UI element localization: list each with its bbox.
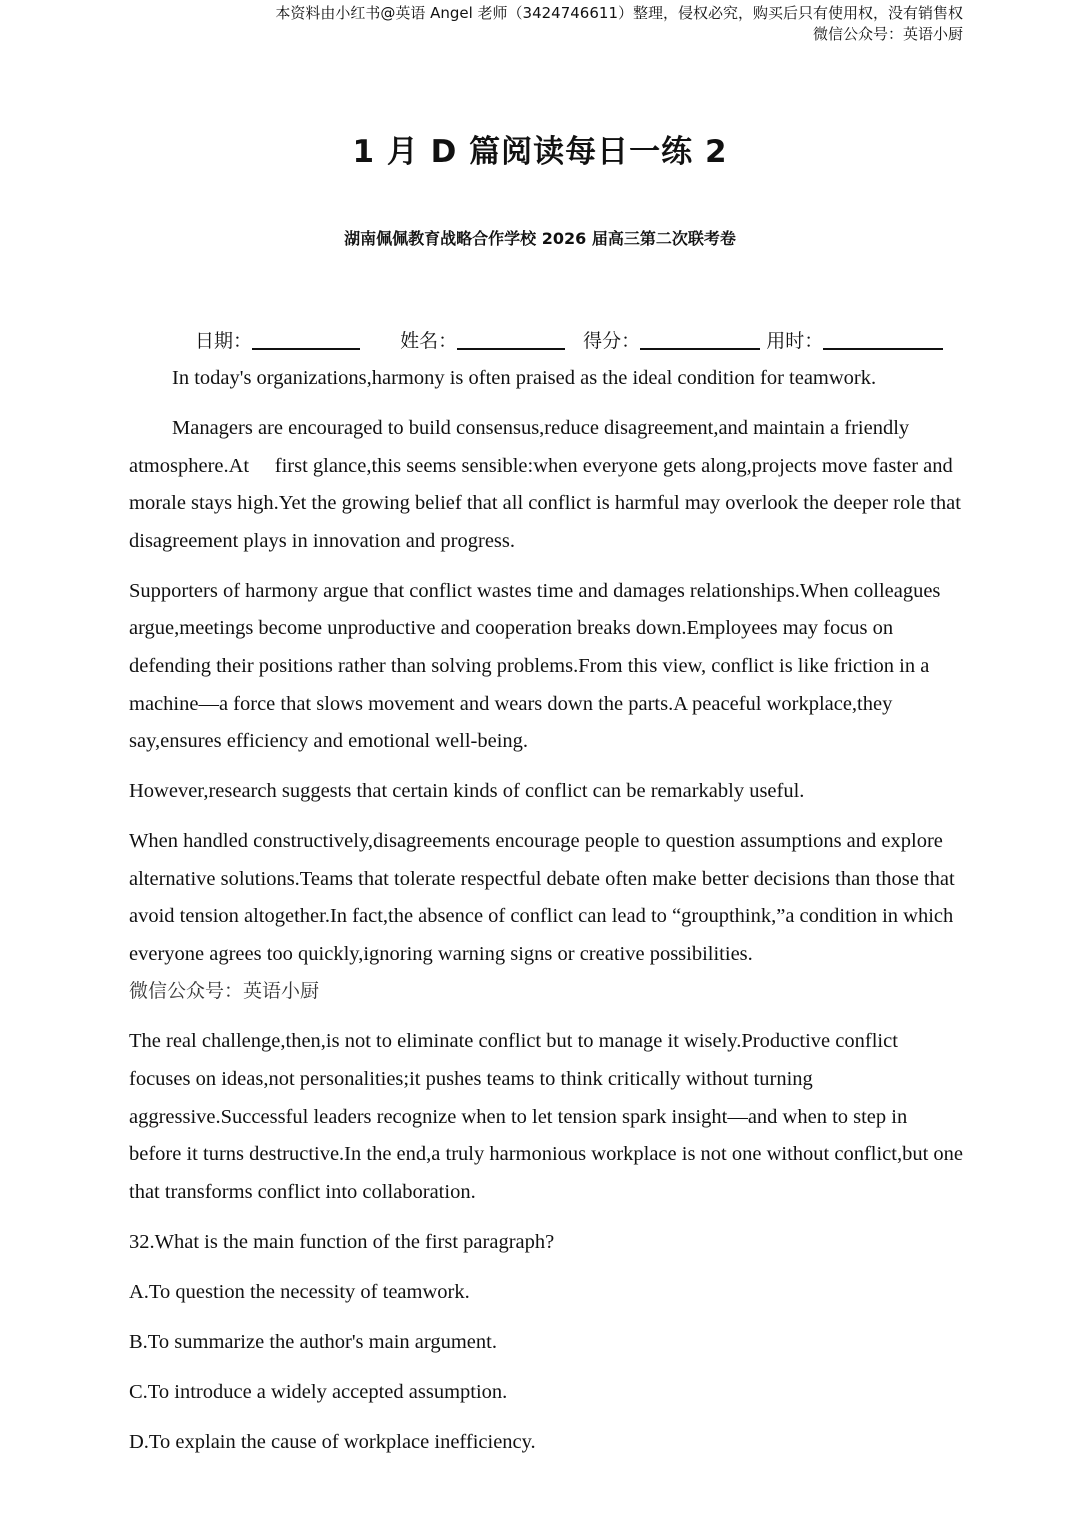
name-field[interactable]	[400, 326, 565, 356]
date-blank[interactable]	[252, 326, 360, 350]
wechat-account-line: 微信公众号：英语小厨	[812, 25, 963, 43]
option-b[interactable]: B.To summarize the author's main argument.	[129, 1330, 497, 1353]
exam-source-subtitle: 湖南佩佩教育战略合作学校 2026 届高三第二次联考卷	[344, 229, 736, 248]
question-stem: 32.What is the main function of the first paragraph?	[129, 1230, 555, 1253]
passage-paragraph-2: Managers are encouraged to build consensus,reduce disagreement,and maintain a friendly atmosphere.At first glance,this seems sensible:when everyone gets along,projects move faster and morale stays high.Yet the growing belief that all conflict is harmful may overlook the deeper role that disagreement plays in innovation and progress.	[129, 416, 967, 552]
option-d[interactable]: D.To explain the cause of workplace inefficiency.	[129, 1430, 536, 1453]
passage-paragraph-3: Supporters of harmony argue that conflict wastes time and damages relationships.When colleagues argue,meetings become unproductive and cooperation breaks down.Employees may focus on defending their positions rather than solving problems.From this view, conflict is like friction in a machine—a force that slows movement and wears down the parts.A peaceful workplace,they say,ensures efficiency and emotional well-being.	[129, 579, 941, 753]
date-label: 日期：	[195, 330, 253, 352]
time-field[interactable]	[766, 326, 943, 356]
student-info-fields	[195, 326, 943, 356]
passage-paragraph-4: However,research suggests that certain kinds of conflict can be remarkably useful.	[129, 780, 805, 803]
question-32	[129, 1224, 964, 1462]
score-field[interactable]	[583, 326, 760, 356]
date-field[interactable]	[195, 326, 360, 356]
passage-paragraph-5-text: When handled constructively,disagreements encourage people to question assumptions and explore alternative solutions.Teams that tolerate respectful debate often make better decisions than those that avoid tension altogether.In fact,the absence of conflict can lead to “groupthink,”a condition in which everyone agrees too quickly,ignoring warning signs or creative possibilities.	[129, 830, 964, 965]
option-a[interactable]: A.To question the necessity of teamwork.	[129, 1280, 470, 1303]
passage-paragraph-1: In today's organizations,harmony is often praised as the ideal condition for teamwork.	[172, 367, 877, 389]
score-blank[interactable]	[640, 326, 760, 350]
passage-paragraph-6: The real challenge,then,is not to eliminate conflict but to manage it wisely.Productive conflict focuses on ideas,not personalities;it pushes teams to think critically without turning aggressive.Successful leaders recognize when to let tension spark insight—and when to step in before it turns destructive.In the end,a truly harmonious workplace is not one without conflict,but one that transforms conflict into collaboration.	[129, 1030, 964, 1203]
option-c[interactable]: C.To introduce a widely accepted assumption.	[129, 1380, 508, 1403]
score-label: 得分：	[583, 330, 641, 352]
name-blank[interactable]	[457, 326, 565, 350]
reading-passage	[129, 360, 967, 1474]
name-label: 姓名：	[400, 330, 458, 352]
time-blank[interactable]	[823, 326, 943, 350]
copyright-header	[275, 3, 963, 45]
wechat-watermark: 微信公众号：英语小厨	[129, 980, 320, 1003]
copyright-line: 本资料由小红书@英语 Angel 老师（3424746611）整理，侵权必究，购买后只有使用权，没有销售权	[275, 4, 963, 22]
page-title: 1 月 D 篇阅读每日一练 2	[352, 134, 728, 170]
time-label: 用时：	[766, 330, 824, 352]
passage-paragraph-5	[129, 823, 964, 1011]
